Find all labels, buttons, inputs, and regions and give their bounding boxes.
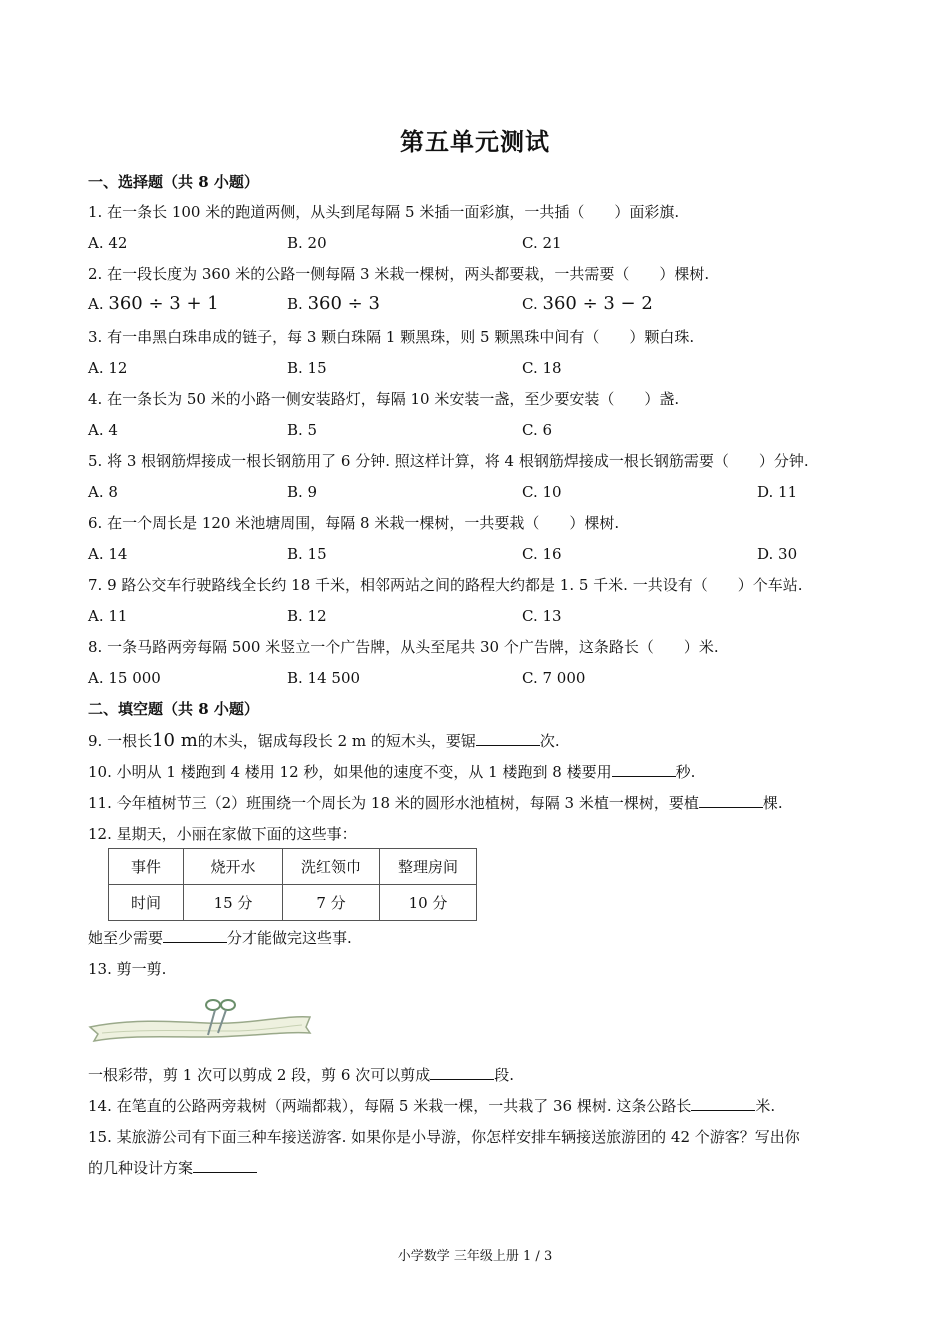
- answer-blank[interactable]: [163, 928, 227, 943]
- table-row: [109, 885, 477, 921]
- q12-text: 她至少需要: [88, 929, 164, 947]
- q13-text: 一根彩带，剪 1 次可以剪成 2 段，剪 6 次可以剪成: [88, 1066, 431, 1084]
- question-13-answer: [88, 1065, 514, 1085]
- q6-option-c: C. 16: [522, 545, 562, 563]
- q4-option-c: C. 6: [522, 421, 553, 439]
- table-header-cell: 烧开水: [184, 849, 283, 885]
- question-6: 6. 在一个周长是 120 米池塘周围，每隔 8 米栽一棵树，一共要栽（ ）棵树.: [88, 514, 620, 532]
- q8-option-a: A. 15 000: [88, 669, 161, 687]
- question-15-line-2: [88, 1158, 257, 1178]
- question-12: 12. 星期天，小丽在家做下面的这些事：: [88, 825, 357, 843]
- q8-option-c: C. 7 000: [522, 669, 586, 687]
- q3-option-b: B. 15: [287, 359, 327, 377]
- q2-option-b: [287, 294, 380, 314]
- q6-option-d: D. 30: [757, 545, 798, 563]
- q4-option-b: B. 5: [287, 421, 318, 439]
- q2-option-a-expression: 360 ÷ 3 + 1: [108, 293, 219, 314]
- q12-text-end: 分才能做完这些事.: [227, 929, 352, 947]
- answer-blank[interactable]: [612, 762, 676, 777]
- q2-option-c: [522, 294, 653, 314]
- q2-option-c-expression: 360 ÷ 3 − 2: [542, 293, 653, 314]
- section-heading-choice: 一、选择题（共 8 小题）: [88, 173, 259, 191]
- q11-text: 11. 今年植树节三（2）班围绕一个周长为 18 米的圆形水池植树，每隔 3 米植一棵树，要植: [88, 794, 699, 812]
- q10-text: 10. 小明从 1 楼跑到 4 楼用 12 秒，如果他的速度不变，从 1 楼跑到 8 楼要用: [88, 763, 612, 781]
- q3-option-a: A. 12: [88, 359, 128, 377]
- q9-text-middle: 的木头，锯成每段长 2 m 的短木头，要锯: [197, 732, 476, 750]
- question-15: 15. 某旅游公司有下面三种车接送游客. 如果你是小导游，你怎样安排车辆接送旅游团的 42 个游客？写出你: [88, 1128, 800, 1146]
- q6-option-a: A. 14: [88, 545, 128, 563]
- answer-blank[interactable]: [430, 1065, 494, 1080]
- q2-option-a: [88, 294, 219, 314]
- q1-option-a: A. 42: [88, 234, 128, 252]
- answer-blank[interactable]: [691, 1096, 755, 1111]
- q10-text-end: 秒.: [675, 763, 696, 781]
- q8-option-b: B. 14 500: [287, 669, 361, 687]
- page-footer: 小学数学 三年级上册 1 / 3: [397, 1249, 553, 1264]
- ribbon-scissors-illustration: [88, 993, 312, 1051]
- q14-text: 14. 在笔直的公路两旁栽树（两端都栽），每隔 5 米栽一棵，一共栽了 36 棵树. 这条公路长: [88, 1097, 692, 1115]
- question-9: [88, 731, 560, 751]
- q5-option-b: B. 9: [287, 483, 318, 501]
- q2-option-b-label: B.: [287, 295, 303, 313]
- q9-length: 10 m: [152, 730, 198, 751]
- table-header-cell: 洗红领巾: [283, 849, 380, 885]
- q1-option-c: C. 21: [522, 234, 562, 252]
- q9-text-end: 次.: [539, 732, 560, 750]
- table-row: [109, 849, 477, 885]
- q14-text-end: 米.: [755, 1097, 776, 1115]
- q7-option-c: C. 13: [522, 607, 562, 625]
- question-7: 7. 9 路公交车行驶路线全长约 18 千米，相邻两站之间的路程大约都是 1. 5 千米. 一共设有（ ）个车站.: [88, 576, 803, 594]
- q6-option-b: B. 15: [287, 545, 327, 563]
- answer-blank[interactable]: [476, 731, 540, 746]
- q9-text-start: 9. 一根长: [88, 732, 153, 750]
- q5-option-c: C. 10: [522, 483, 562, 501]
- q4-option-a: A. 4: [88, 421, 118, 439]
- table-cell: 10 分: [380, 885, 477, 921]
- question-3: 3. 有一串黑白珠串成的链子，每 3 颗白珠隔 1 颗黑珠，则 5 颗黑珠中间有（ ）颗白珠.: [88, 328, 695, 346]
- question-11: [88, 793, 783, 813]
- page-title: 第五单元测试: [400, 127, 550, 156]
- answer-blank[interactable]: [193, 1158, 257, 1173]
- table-cell: 7 分: [283, 885, 380, 921]
- q11-text-end: 棵.: [762, 794, 783, 812]
- q2-option-c-label: C.: [522, 295, 538, 313]
- q5-option-d: D. 11: [757, 483, 798, 501]
- q5-option-a: A. 8: [88, 483, 118, 501]
- table-header-cell: 整理房间: [380, 849, 477, 885]
- answer-blank[interactable]: [699, 793, 763, 808]
- q2-option-a-label: A.: [88, 295, 104, 313]
- question-14: [88, 1096, 775, 1116]
- q7-option-a: A. 11: [88, 607, 128, 625]
- q3-option-c: C. 18: [522, 359, 562, 377]
- table-cell: 时间: [109, 885, 184, 921]
- q13-text-end: 段.: [494, 1066, 515, 1084]
- q2-option-b-expression: 360 ÷ 3: [307, 293, 380, 314]
- question-12-answer: [88, 928, 352, 948]
- events-table: [108, 848, 477, 921]
- section-heading-fill: 二、填空题（共 8 小题）: [88, 700, 259, 718]
- question-8: 8. 一条马路两旁每隔 500 米竖立一个广告牌，从头至尾共 30 个广告牌，这条路长（ ）米.: [88, 638, 719, 656]
- q15-text: 的几种设计方案: [88, 1159, 194, 1177]
- q1-option-b: B. 20: [287, 234, 327, 252]
- question-10: [88, 762, 695, 782]
- question-2: 2. 在一段长度为 360 米的公路一侧每隔 3 米栽一棵树，两头都要栽，一共需要（ ）棵树.: [88, 265, 710, 283]
- question-4: 4. 在一条长为 50 米的小路一侧安装路灯，每隔 10 米安装一盏，至少要安装（ ）盏.: [88, 390, 680, 408]
- question-1: 1. 在一条长 100 米的跑道两侧，从头到尾每隔 5 米插一面彩旗，一共插（ ）面彩旗.: [88, 203, 680, 221]
- table-cell: 15 分: [184, 885, 283, 921]
- q7-option-b: B. 12: [287, 607, 327, 625]
- question-5: 5. 将 3 根钢筋焊接成一根长钢筋用了 6 分钟. 照这样计算，将 4 根钢筋焊接成一根长钢筋需要（ ）分钟.: [88, 452, 809, 470]
- question-13: 13. 剪一剪.: [88, 960, 167, 978]
- table-header-cell: 事件: [109, 849, 184, 885]
